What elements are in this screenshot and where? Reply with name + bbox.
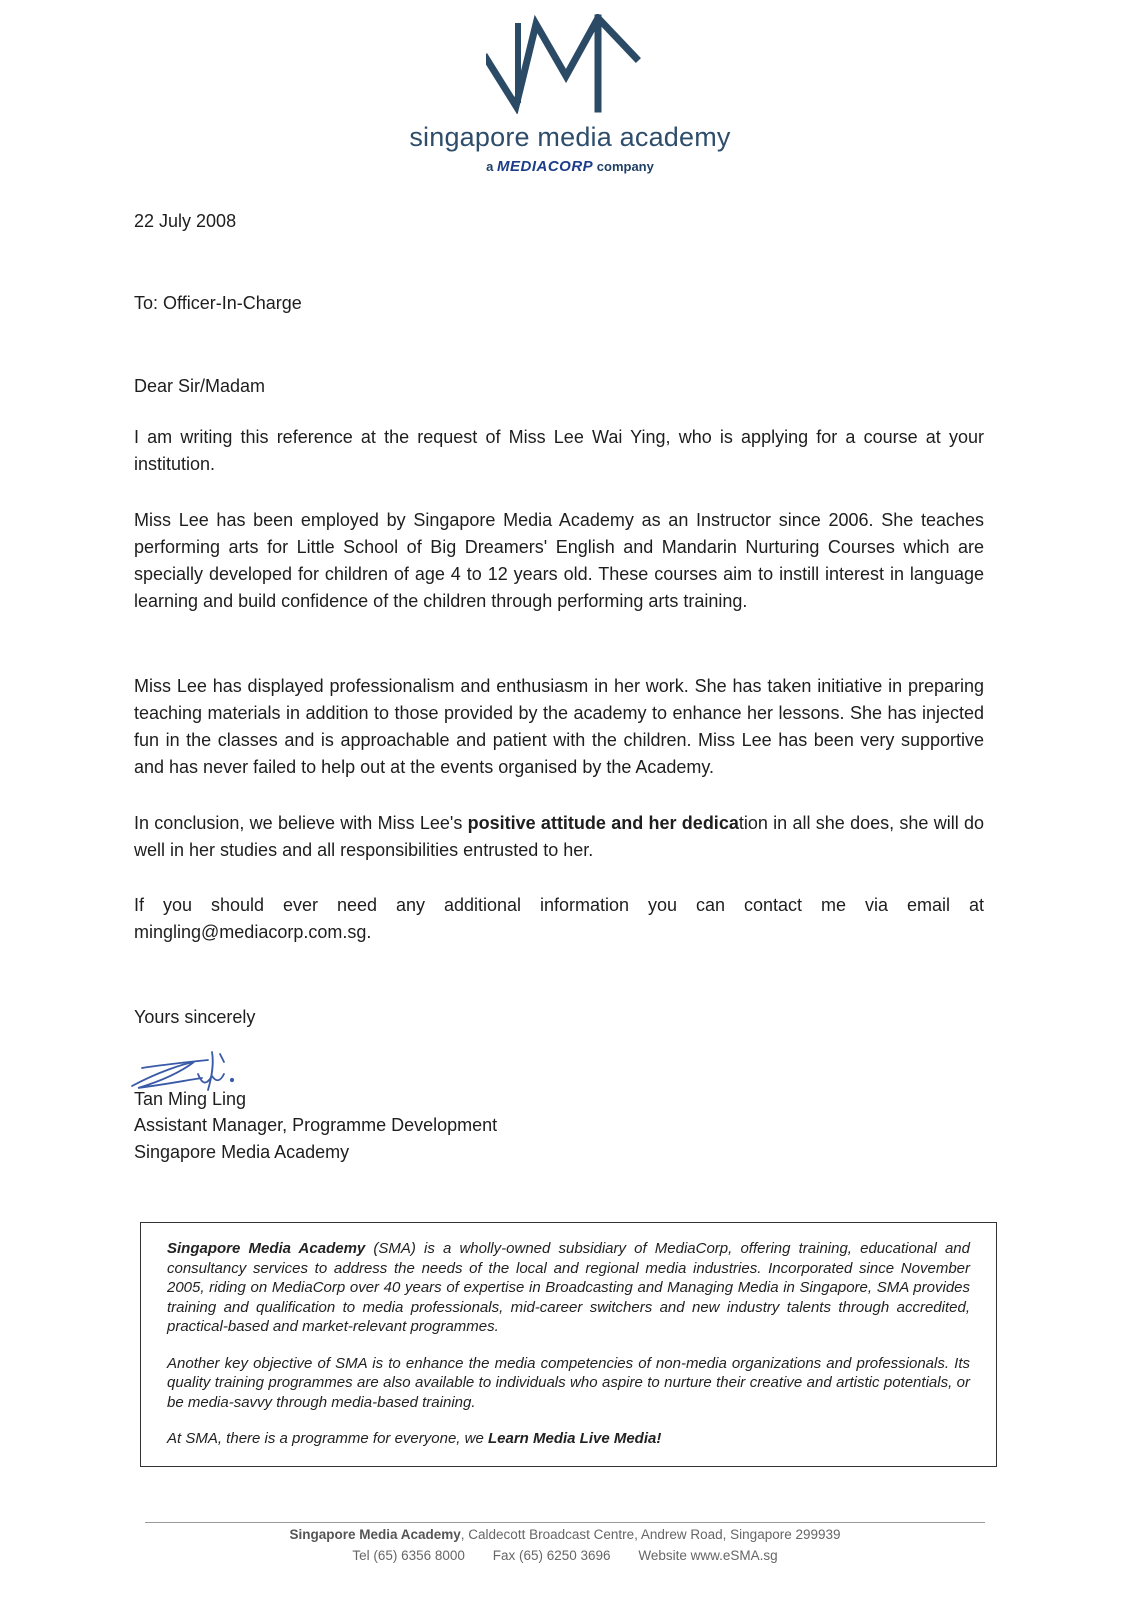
info-paragraph-1-text: (SMA) is a wholly-owned subsidiary of MediaCorp, offering training, educational and consultancy services to address the needs of the local and regional media industries. Incorporated since November 2005, riding on MediaCorp over 40 years of expertise in Broadcasting and Managing Media in Singapore, SMA provides training and qualification to media professionals, mid-career switchers and new industry talents through accredited, practical-based and market-relevant programmes.: [167, 1240, 970, 1335]
signer-organization: Singapore Media Academy: [134, 1142, 350, 1162]
info-paragraph-3: [167, 1429, 970, 1449]
sma-info-box: [140, 1222, 997, 1467]
closing: Yours sincerely: [134, 1007, 256, 1027]
footer-address-text: , Caldecott Broadcast Centre, Andrew Road, Singapore 299939: [460, 1527, 841, 1542]
mediacorp-wordmark: MEDIACORP: [496, 158, 594, 175]
footer-website: Website www.eSMA.sg: [638, 1548, 778, 1563]
footer-address: [145, 1527, 985, 1542]
paragraph-4-emphasis: positive attitude and her dedica: [467, 813, 739, 833]
paragraph-1: I am writing this reference at the request of Miss Lee Wai Ying, who is applying for a course at your institution.: [134, 427, 984, 474]
letterhead-tagline: [380, 158, 760, 175]
signer-name: Tan Ming Ling: [134, 1089, 247, 1109]
salutation: Dear Sir/Madam: [134, 376, 266, 396]
info-paragraph-2: Another key objective of SMA is to enhance the media competencies of non-media organizations and professionals. Its quality training programmes are also available to individuals who aspire to nurture their creative and artistic potentials, or be media-savvy through media-based training.: [167, 1354, 970, 1411]
info-org-name: Singapore Media Academy: [167, 1240, 366, 1257]
footer-org: Singapore Media Academy: [289, 1527, 461, 1542]
footer-fax: Fax (65) 6250 3696: [492, 1548, 611, 1563]
letterhead-org-name: singapore media academy: [409, 122, 731, 152]
paragraph-3: Miss Lee has displayed professionalism and enthusiasm in her work. She has taken initiative in preparing teaching materials in addition to those provided by the academy to enhance her lessons. She has injected fun in the classes and is approachable and patient with the children. Miss Lee has been very supportive and has never failed to help out at the events organised by the Academy.: [134, 676, 984, 777]
paragraph-2: Miss Lee has been employed by Singapore Media Academy as an Instructor since 2006. She teaches performing arts for Little School of Big Dreamers' English and Mandarin Nurturing Courses which are specially developed for children of age 4 to 12 years old. These courses aim to instill interest in language learning and build confidence of the children through performing arts training.: [134, 510, 984, 611]
info-paragraph-1: [167, 1239, 970, 1337]
paragraph-5: If you should ever need any additional information you can contact me via email at mingling@mediacorp.com.sg.: [134, 895, 984, 942]
paragraph-4-start: In conclusion, we believe with Miss Lee's: [134, 813, 468, 833]
recipient-line: To: Officer-In-Charge: [134, 293, 302, 313]
footer-tel: Tel (65) 6356 8000: [352, 1548, 465, 1563]
footer-contacts: [145, 1548, 985, 1563]
info-slogan: Learn Media Live Media!: [487, 1430, 662, 1447]
paragraph-4-end: tion in all she does, she will do well in her studies and all responsibilities entrusted to her.: [134, 813, 985, 860]
info-paragraph-3-text: At SMA, there is a programme for everyone, we: [167, 1430, 488, 1447]
tagline-suffix: company: [596, 159, 654, 174]
tagline-prefix: a: [486, 159, 494, 174]
footer-divider: [145, 1522, 985, 1523]
letter-date: 22 July 2008: [134, 211, 237, 231]
signer-title: Assistant Manager, Programme Development: [134, 1115, 498, 1135]
sma-logo-icon: [486, 14, 646, 114]
paragraph-4: [134, 810, 984, 864]
